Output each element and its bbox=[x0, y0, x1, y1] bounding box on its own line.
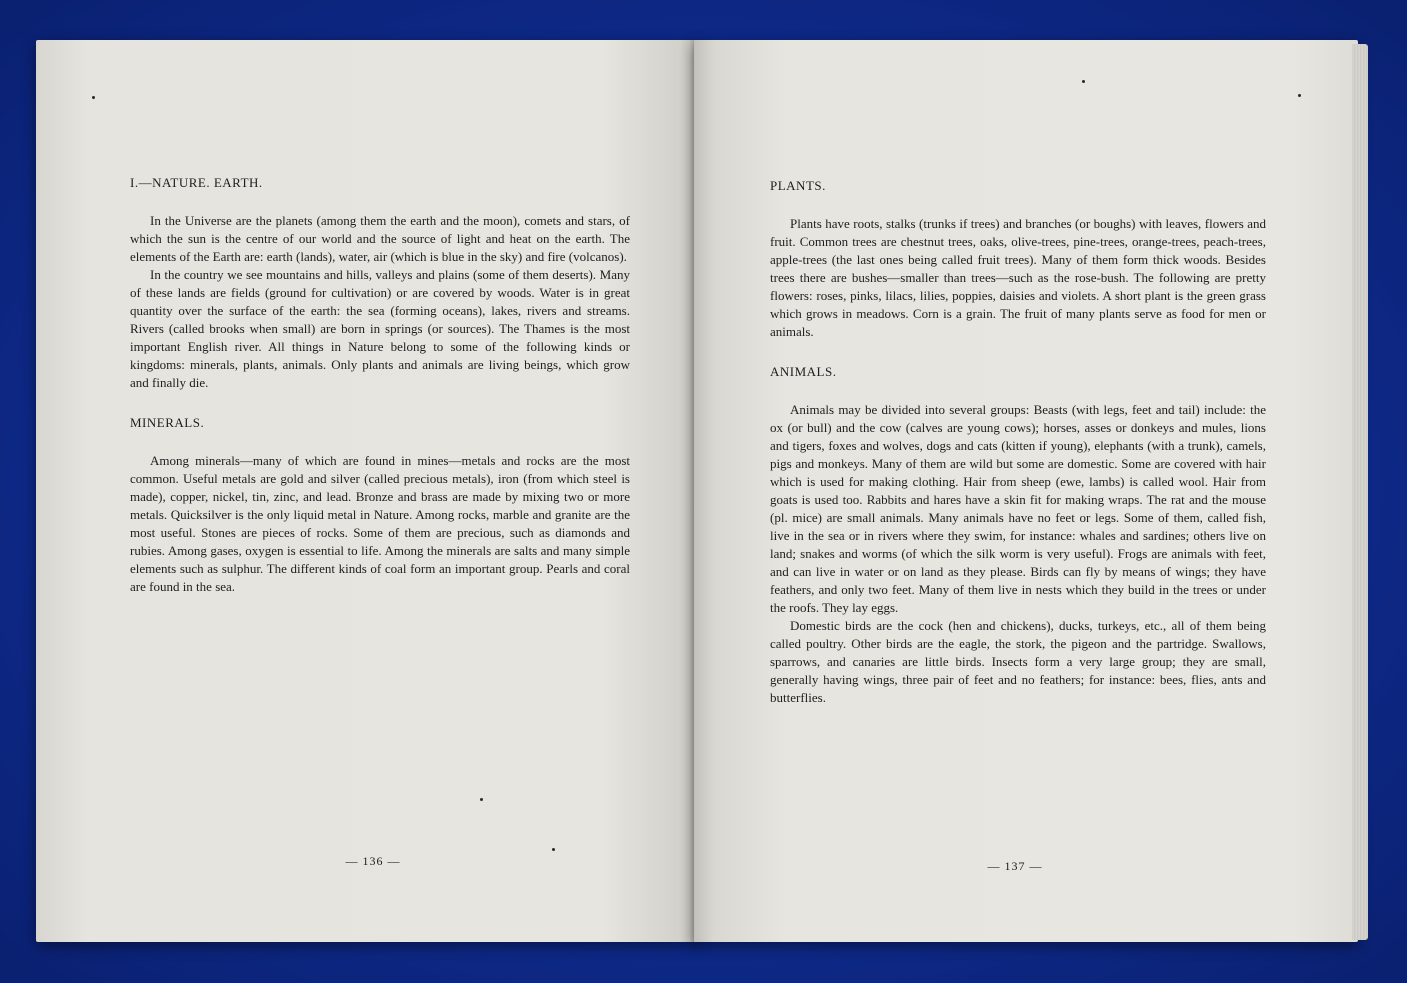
paper-speck bbox=[552, 848, 555, 851]
paragraph: In the country we see mountains and hills, valleys and plains (some of them deserts). Many of these lands are fields (ground for cultivation) or are covered by woods. Water is in great quantity over the surface of the earth: the sea (forming oceans), lakes, rivers and streams. Rivers (called brooks when small) are born in springs (or sources). The Thames is the most important English river. All things in Nature belong to some of the following kinds or kingdoms: minerals, plants, animals. Only plants and animals are living beings, which grow and finally die. bbox=[130, 267, 630, 390]
right-page bbox=[694, 40, 1358, 942]
left-page-text bbox=[130, 174, 630, 596]
paper-speck bbox=[1082, 80, 1085, 83]
paper-speck bbox=[92, 96, 95, 99]
page-number: — 137 — bbox=[987, 859, 1043, 873]
paragraph: Among minerals—many of which are found in mines—metals and rocks are the most common. Useful metals are gold and silver (called precious metals), iron (from which steel is made), copper, nickel, tin, zinc, and lead. Bronze and brass are made by mixing two or more metals. Quicksilver is the only liquid metal in Nature. Among rocks, marble and granite are the most useful. Stones are pieces of rocks. Some of them are precious, such as diamonds and rubies. Among gases, oxygen is essential to life. Among the minerals are salts and many simple elements such as sulphur. The different kinds of coal form an important group. Pearls and coral are found in the sea. bbox=[130, 453, 630, 594]
left-page bbox=[36, 40, 700, 942]
section-heading-animals: ANIMALS. bbox=[770, 364, 837, 379]
section-heading-minerals: MINERALS. bbox=[130, 415, 205, 430]
page-number: — 136 — bbox=[345, 854, 401, 868]
paragraph: In the Universe are the planets (among them the earth and the moon), comets and stars, of which the sun is the centre of our world and the source of light and heat on the earth. The elements of the Earth are: earth (lands), water, air (which is blue in the sky) and fire (volcanos). bbox=[130, 213, 630, 264]
paper-speck bbox=[1298, 94, 1301, 97]
section-heading-plants: PLANTS. bbox=[770, 178, 826, 193]
right-page-text bbox=[770, 177, 1266, 707]
paragraph: Plants have roots, stalks (trunks if trees) and branches (or boughs) with leaves, flowers and fruit. Common trees are chestnut trees, oaks, olive-trees, pine-trees, orange-trees, peach-trees, apple-trees (the last ones being called fruit trees). Many of them form thick woods. Besides trees there are bushes—smaller than trees—such as the rose-bush. The following are pretty flowers: roses, pinks, lilacs, lilies, poppies, daisies and violets. A short plant is the green grass which grows in meadows. Corn is a grain. The fruit of many plants serve as food for men or animals. bbox=[770, 216, 1266, 339]
paper-speck bbox=[480, 798, 483, 801]
paragraph: Domestic birds are the cock (hen and chickens), ducks, turkeys, etc., all of them being called poultry. Other birds are the eagle, the stork, the pigeon and the partridge. Swallows, sparrows, and canaries are little birds. Insects form a very large group; they are small, generally having wings, three pair of feet and no feathers; for instance: bees, flies, ants and butterflies. bbox=[770, 618, 1266, 705]
section-heading-nature-earth: I.—NATURE. EARTH. bbox=[130, 175, 263, 190]
page-edges bbox=[1352, 44, 1368, 940]
paragraph: Animals may be divided into several groups: Beasts (with legs, feet and tail) include: the ox (or bull) and the cow (calves are young cows); horses, asses or donkeys and mules, lions and tigers, foxes and wolves, dogs and cats (kitten if young), elephants (with a trunk), camels, pigs and monkeys. Many of them are wild but some are domestic. Some are covered with hair which is used for making clothing. Hair from sheep (ewe, lambs) is called wool. Hair from goats is used too. Rabbits and hares have a skin fit for making wraps. The rat and the mouse (pl. mice) are small animals. Many animals have no feet or legs. Some of them, called fish, live in the sea or in rivers where they swim, for instance: whales and sardines; others live on land; snakes and worms (of which the silk worm is very useful). Frogs are animals with feet, and can live in water or on land as they please. Birds can fly by means of wings; they have feathers, and only two feet. Many of them live in nests which they build in the trees or under the roofs. They lay eggs. bbox=[770, 402, 1266, 615]
